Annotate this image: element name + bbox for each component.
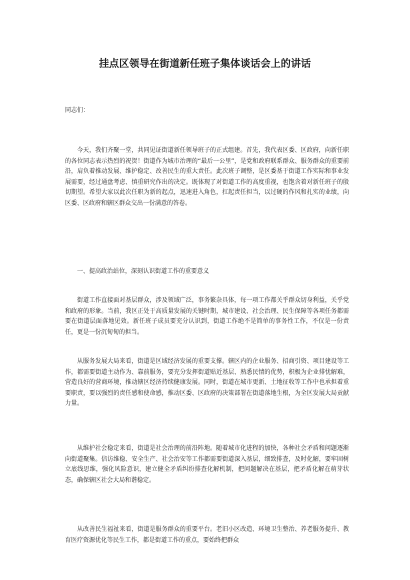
paragraph-intro: 今天，我们齐聚一堂，共同见证街道新任领导班子的正式组建。首先，我代表区委、区政府，向新任职的各位同志表示热烈的祝贺！街道作为城市治理的“最后一公里”，是党和政府联系群众、服务群众的重要前沿，肩负着推动发展、维护稳定、改善民生的重大责任。此次班子调整，是区委基于街道工作实际和事业发展需要，经过通盘考虑、慎重研究作出的决定。既体现了对街道工作的高度重视，也饱含着对新任班子的殷切期望。希望大家以此次任职为新的起点，迅速进入角色，扛起责任担当，以过硬的作风和扎实的业绩，向区委、区政府和辖区群众交出一份满意的答卷。 — [65, 147, 349, 207]
paragraph-development: 从服务发展大局来看，街道是区域经济发展的重要支撑。辖区内的企业服务、招商引资、项目建设等工作，都需要街道主动作为、靠前服务，要充分发挥街道贴近基层、熟悉民情的优势，积极为企业排忧解难，营造良好的营商环境，推动辖区经济持续健康发展。同时，街道在城市更新、土地征收等工作中也承担着重要职责，要以强烈的责任感和使命感，推动区委、区政府的决策部署在街道落地生根，为全区发展大局贡献力量。 — [65, 358, 349, 407]
section-heading: 一、提高政治站位，深刻认识街道工作的重要意义 — [77, 268, 210, 275]
paragraph-importance: 街道工作直接面对基层群众，涉及领域广泛，事务繁杂具体，每一项工作都关乎群众切身利益，关乎党和政府的形象。当前，我区正处于高质量发展的关键时期，城市建设、社会治理、民生保障等各项任务都需要在街道层面落地见效。新任班子成员要充分认识到，街道工作绝不是简单的事务性工作，不仅是一份责任，更是一份沉甸甸的担当。 — [65, 297, 349, 336]
salutation: 同志们： — [65, 107, 90, 114]
paragraph-livelihood: 从改善民生福祉来看，街道是服务群众的重要平台。老旧小区改造、环境卫生整治、养老服务提升、教育医疗资源优化等民生工作，都是街道工作的重点，要始终把群众 — [65, 526, 349, 544]
paragraph-stability: 从维护社会稳定来看，街道是社会治理的前沿阵地。随着城市化进程的加快，各种社会矛盾和问题逐渐向街道聚集。信访维稳、安全生产、社会治安等工作都需要街道深入基层，细致排查，及时化解，要牢固树立底线思维，强化风险意识，建立健全矛盾纠纷排查化解机制，把问题解决在基层，把矛盾化解在萌芽状态，确保辖区社会大局和谐稳定。 — [65, 445, 349, 484]
document-title: 挂点区领导在街道新任班子集体谈话会上的讲话 — [98, 59, 312, 70]
